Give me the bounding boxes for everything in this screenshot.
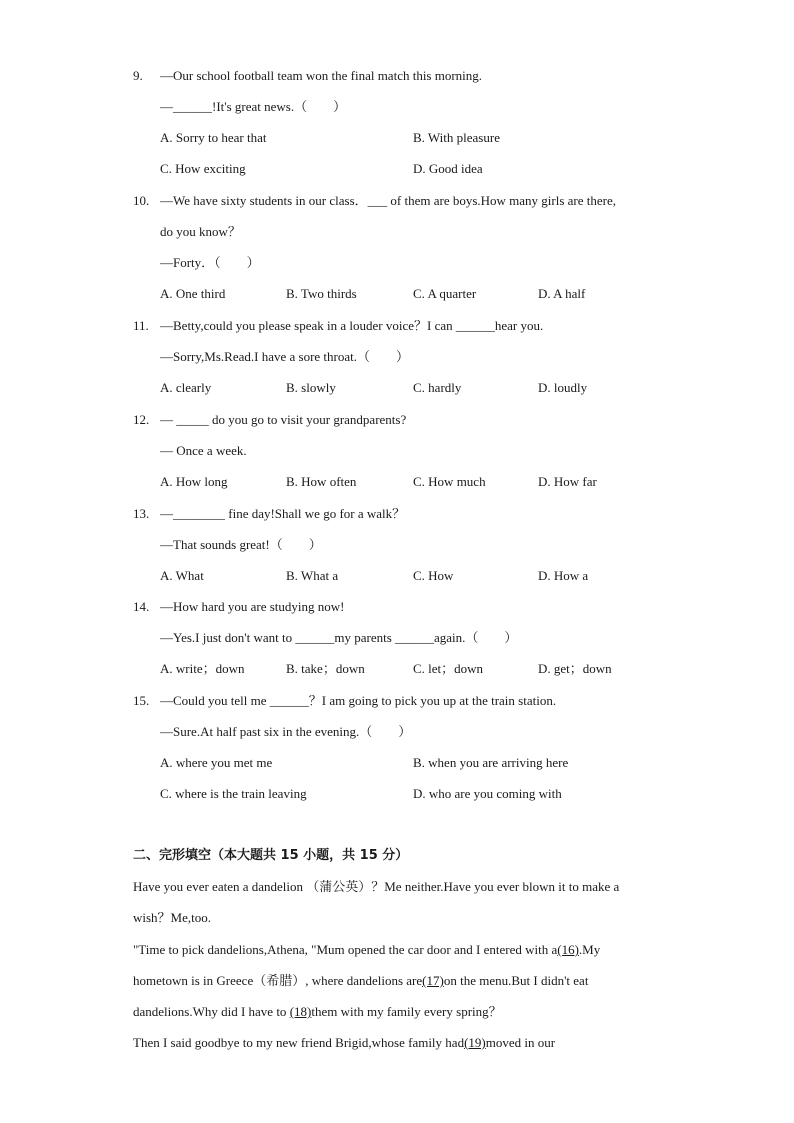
passage-text: dandelions.Why did I have to — [133, 1004, 290, 1019]
blank-18[interactable]: (18) — [289, 1004, 312, 1019]
option-b[interactable]: B. when you are arriving here — [413, 755, 569, 770]
question-text: — _____ do you go to visit your grandparents? — [160, 412, 407, 427]
question-text: do you know？ — [160, 224, 241, 239]
blank-16[interactable]: (16) — [557, 942, 579, 957]
question-text: —Betty,could you please speak in a louder voice？I can ______hear you. — [160, 318, 544, 333]
question-number: 14. — [133, 599, 150, 614]
question-text: — Once a week. — [160, 443, 247, 458]
question-number: 12. — [133, 412, 150, 427]
option-d[interactable]: D. How far — [538, 474, 597, 489]
question-text: —Yes.I just don't want to ______my parents ______again.（ ） — [160, 630, 518, 645]
question-text: —We have sixty students in our class．___ of them are boys.How many girls are there, — [160, 193, 617, 208]
option-c[interactable]: C. A quarter — [413, 286, 477, 301]
passage-text: "Time to pick dandelions,Athena, "Mum opened the car door and I entered with a — [133, 942, 558, 957]
passage-line — [133, 1035, 555, 1051]
option-d[interactable]: D. loudly — [538, 380, 588, 395]
question-text: —How hard you are studying now! — [160, 599, 345, 614]
option-a[interactable]: A. where you met me — [160, 755, 273, 770]
question-text: —______!It's great news.（ ） — [160, 99, 347, 114]
option-a[interactable]: A. What — [160, 568, 204, 583]
passage-line — [133, 973, 588, 989]
question-number: 15. — [133, 693, 150, 708]
passage-text: Then I said goodbye to my new friend Brigid,whose family had — [133, 1035, 465, 1050]
option-d[interactable]: D. A half — [538, 286, 586, 301]
passage-text: moved in our — [485, 1035, 556, 1050]
question-number: 13. — [133, 506, 150, 521]
passage-line: Have you ever eaten a dandelion （蒲公英）？Me neither.Have you ever blown it to make a — [133, 879, 620, 894]
question-number: 11. — [133, 318, 149, 333]
question-text: —Sorry,Ms.Read.I have a sore throat.（ ） — [160, 349, 409, 364]
question-text: —________ fine day!Shall we go for a walk？ — [160, 506, 406, 521]
option-b[interactable]: B. What a — [286, 568, 339, 583]
passage-text: hometown is in Greece（希腊）, where dandelions are — [133, 973, 423, 988]
option-a[interactable]: A. write；down — [160, 661, 245, 676]
question-text: —That sounds great!（ ） — [160, 537, 322, 552]
passage-text: .My — [578, 942, 601, 957]
passage-line — [133, 942, 600, 958]
option-a[interactable]: A. clearly — [160, 380, 212, 395]
option-d[interactable]: D. who are you coming with — [413, 786, 562, 801]
option-a[interactable]: A. One third — [160, 286, 226, 301]
option-d[interactable]: D. get；down — [538, 661, 612, 676]
option-b[interactable]: B. take；down — [286, 661, 365, 676]
section-title: 二、完形填空（本大题共 15 小题，共 15 分） — [133, 848, 409, 863]
passage-text: them with my family every spring？ — [311, 1004, 502, 1019]
option-c[interactable]: C. hardly — [413, 380, 462, 395]
option-c[interactable]: C. let；down — [413, 661, 484, 676]
question-number: 10. — [133, 193, 150, 208]
option-a[interactable]: A. How long — [160, 474, 228, 489]
option-b[interactable]: B. With pleasure — [413, 130, 500, 145]
option-b[interactable]: B. Two thirds — [286, 286, 357, 301]
option-c[interactable]: C. How — [413, 568, 454, 583]
question-text: —Our school football team won the final match this morning. — [160, 68, 483, 83]
option-c[interactable]: C. where is the train leaving — [160, 786, 307, 801]
passage-text: on the menu.But I didn't eat — [443, 973, 589, 988]
question-text: —Sure.At half past six in the evening.（ ） — [160, 724, 412, 739]
passage-line — [133, 1004, 502, 1020]
question-text: —Forty．（ ） — [160, 255, 260, 270]
question-number: 9. — [133, 68, 143, 83]
option-c[interactable]: C. How much — [413, 474, 486, 489]
option-b[interactable]: B. How often — [286, 474, 357, 489]
option-d[interactable]: D. How a — [538, 568, 589, 583]
blank-17[interactable]: (17) — [422, 973, 444, 988]
option-a[interactable]: A. Sorry to hear that — [160, 130, 267, 145]
option-d[interactable]: D. Good idea — [413, 161, 483, 176]
option-b[interactable]: B. slowly — [286, 380, 336, 395]
option-c[interactable]: C. How exciting — [160, 161, 246, 176]
blank-19[interactable]: (19) — [464, 1035, 486, 1050]
question-text: —Could you tell me ______？I am going to pick you up at the train station. — [160, 693, 557, 708]
passage-line: wish？Me,too. — [133, 910, 212, 925]
